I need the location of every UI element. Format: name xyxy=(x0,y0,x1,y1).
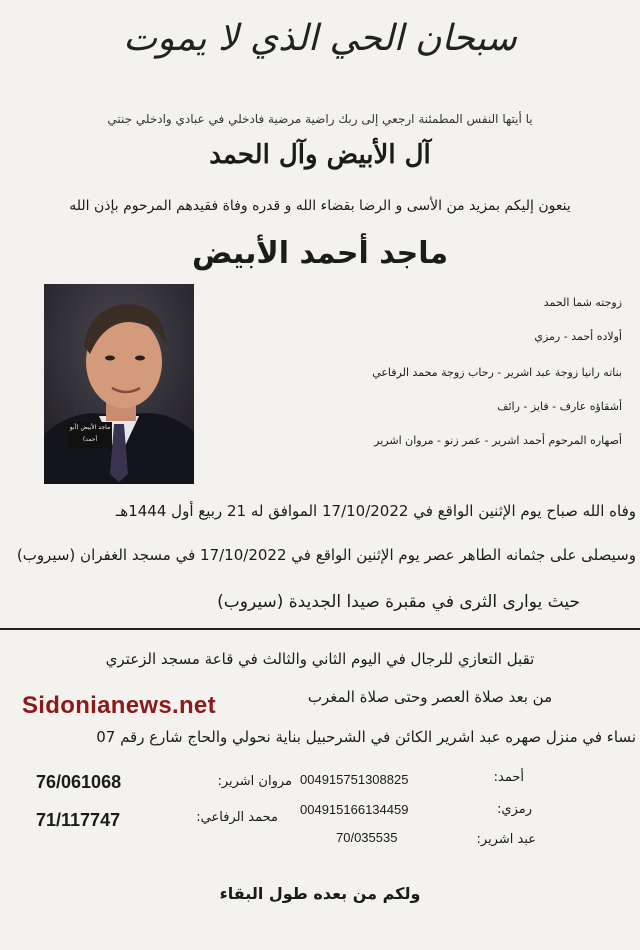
condolences-women: نساء في منزل صهره عبد اشرير الكائن في الشرحبيل بناية نحولي والحاج شارع رقم 07 xyxy=(96,728,636,746)
phone-number-mohammad: 71/117747 xyxy=(36,810,121,830)
closing-line: ولكم من بعده طول البقاء xyxy=(219,884,421,903)
family-names: آل الأبيض وآل الحمد xyxy=(209,140,431,170)
relative-in-laws xyxy=(202,434,622,447)
site-watermark: Sidonianews.net xyxy=(22,692,216,719)
relative-label: بناته xyxy=(603,366,622,379)
burial-announcement: حيث يوارى الثرى في مقبرة صيدا الجديدة (سيروب) xyxy=(217,592,580,612)
deceased-photo xyxy=(44,284,194,484)
mourning-line: ينعون إليكم بمزيد من الأسى و الرضا بقضاء الله و قدره وفاة فقيدهم المرحوم بإذن الله xyxy=(69,198,571,214)
phone-number-ramzi: 004915166134459 xyxy=(300,802,409,817)
death-announcement: وفاه الله صباح يوم الإثنين الواقع في 17/10/2022 الموافق له 21 ربيع أول 1444هـ xyxy=(115,502,636,520)
relative-wife xyxy=(202,296,622,309)
relative-sons xyxy=(202,330,622,343)
prayer-announcement: وسيصلى على جثمانه الطاهر عصر يوم الإثنين الواقع في 17/10/2022 في مسجد الغفران (سيروب) xyxy=(16,546,636,564)
relative-value: المرحوم أحمد اشرير - عمر زنو - مروان اشرير xyxy=(374,434,587,447)
phone-number-marwan: 76/061068 xyxy=(36,772,122,792)
quran-verse: يا أيتها النفس المطمئنة ارجعي إلى ربك راضية مرضية فادخلي في عبادي وادخلي جنتي xyxy=(107,112,533,126)
phone-name-mohammad: محمد الرفاعي: xyxy=(196,810,278,825)
relative-value: رانيا زوجة عبد اشرير - رحاب زوجة محمد الرفاعي xyxy=(372,366,600,379)
relative-label: أولاده xyxy=(596,330,622,343)
phone-name-marwan: مروان اشرير: xyxy=(217,774,292,789)
relative-daughters xyxy=(202,366,622,379)
condolences-men: تقبل التعازي للرجال في اليوم الثاني والثالث في قاعة مسجد الزعتري xyxy=(105,650,535,668)
relative-value: أحمد - رمزي xyxy=(534,330,594,343)
phone-name-ramzi: رمزي: xyxy=(497,802,532,817)
relative-label: زوجته xyxy=(595,296,622,309)
phone-number-abd: 70/035535 xyxy=(336,830,398,845)
section-divider xyxy=(0,628,640,630)
relative-label: أصهاره xyxy=(590,434,622,447)
condolences-time: من بعد صلاة العصر وحتى صلاة المغرب xyxy=(307,688,553,706)
deceased-name: ماجد أحمد الأبيض xyxy=(191,236,449,271)
calligraphy-title: سبحان الحي الذي لا يموت xyxy=(123,18,517,59)
phone-number-ahmad: 004915751308825 xyxy=(300,772,409,787)
photo-caption: ماجد الأبيض (أبو أحمد) xyxy=(68,422,112,448)
portrait-image xyxy=(44,284,194,484)
relative-value: عارف - فايز - رائف xyxy=(497,400,587,413)
relative-label: أشقاؤه xyxy=(589,400,622,413)
phone-name-ahmad: أحمد: xyxy=(493,770,524,785)
relative-brothers xyxy=(202,400,622,413)
relative-value: شما الحمد xyxy=(543,296,592,309)
phone-name-abd: عبد اشرير: xyxy=(476,832,536,847)
